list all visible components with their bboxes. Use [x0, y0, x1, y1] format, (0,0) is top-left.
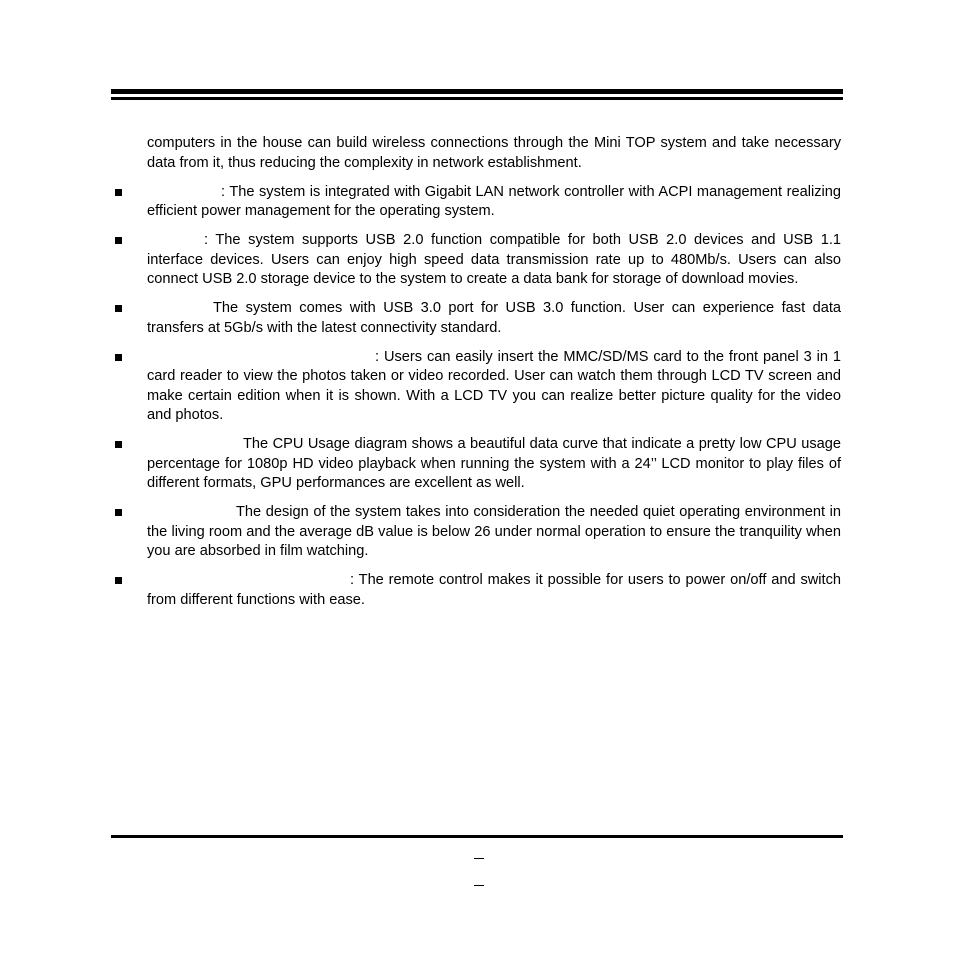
header-rule-thin	[111, 97, 843, 100]
feature-item-usb3	[111, 299, 841, 338]
square-bullet-icon	[115, 354, 122, 361]
feature-list	[111, 134, 841, 620]
page-number-mark	[474, 858, 484, 859]
feature-item-remote-control	[111, 571, 841, 610]
feature-text: The CPU Usage diagram shows a beautiful data curve that indicate a pretty low CPU usage percentage for 1080p HD video playback when running the system with a 24’’ LCD monitor to play files of different formats, GPU performances are excellent as well.	[147, 436, 841, 491]
square-bullet-icon	[115, 189, 122, 196]
square-bullet-icon	[115, 305, 122, 312]
page-number-mark	[474, 885, 484, 886]
header-rule-thick	[111, 89, 843, 94]
feature-text: : The system supports USB 2.0 function compatible for both USB 2.0 devices and USB 1.1 interface devices. Users can enjoy high speed data transmission rate up to 480Mb/s. Users can also connect USB 2.0 storage device to the system to create a data bank for storage of download movies.	[147, 232, 841, 287]
continuation-paragraph: computers in the house can build wireless connections through the Mini TOP system and take necessary data from it, thus reducing the complexity in network establishment.	[147, 135, 841, 171]
feature-text: The system comes with USB 3.0 port for USB 3.0 function. User can experience fast data transfers at 5Gb/s with the latest connectivity standard.	[147, 300, 841, 336]
feature-item-usb2	[111, 231, 841, 290]
feature-text: : The remote control makes it possible for users to power on/off and switch from different functions with ease.	[147, 572, 841, 608]
feature-item-card-reader	[111, 348, 841, 426]
square-bullet-icon	[115, 509, 122, 516]
feature-item-quiet-design	[111, 503, 841, 562]
feature-text: The design of the system takes into consideration the needed quiet operating environment in the living room and the average dB value is below 26 under normal operation to ensure the tranquility when you are absorbed in film watching.	[147, 504, 841, 559]
square-bullet-icon	[115, 577, 122, 584]
feature-item-gigabit-lan	[111, 183, 841, 222]
feature-item-cpu-usage	[111, 435, 841, 494]
feature-text: : Users can easily insert the MMC/SD/MS card to the front panel 3 in 1 card reader to view the photos taken or video recorded. User can watch them through LCD TV screen and make certain edition when it is shown. With a LCD TV you can realize better picture quality for the video and photos.	[147, 348, 841, 423]
square-bullet-icon	[115, 237, 122, 244]
footer-rule	[111, 835, 843, 838]
feature-text: : The system is integrated with Gigabit LAN network controller with ACPI management realizing efficient power management for the operating system.	[147, 183, 841, 219]
square-bullet-icon	[115, 441, 122, 448]
